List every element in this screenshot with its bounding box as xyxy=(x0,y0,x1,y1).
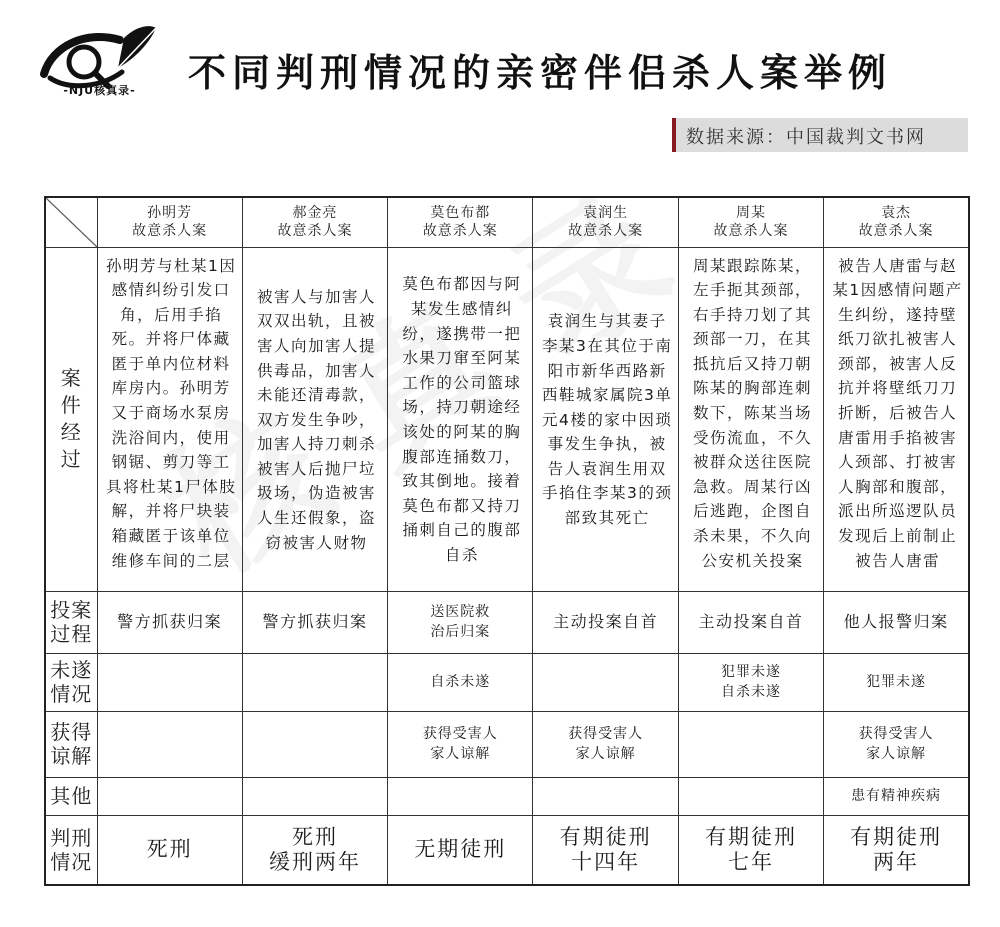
case-name: 莫色布都 xyxy=(430,205,491,222)
row-label-surrender: 投案 过程 xyxy=(45,591,97,653)
forgiveness-cell: 获得受害人 家人谅解 xyxy=(533,711,678,777)
case-crime: 故意杀人案 xyxy=(277,223,353,240)
other-cell xyxy=(242,777,387,815)
forgiveness-cell xyxy=(97,711,242,777)
attempt-cell xyxy=(97,653,242,711)
case-description: 袁润生与其妻子李某3在其位于南阳市新华西路新西鞋城家属院3单元4楼的家中因琐事发生争执，被告人袁润生用双手掐住李某3的颈部致其死亡 xyxy=(533,247,678,591)
surrender-cell: 送医院救 治后归案 xyxy=(388,591,533,653)
verdict-row xyxy=(45,815,969,885)
case-description: 被害人与加害人双双出轨，且被害人向加害人提供毒品，加害人未能还清毒款，双方发生争吵，加害人持刀刺杀被害人后抛尸垃圾场，伪造被害人生还假象，盗窃被害人财物 xyxy=(242,247,387,591)
surrender-cell: 他人报警归案 xyxy=(824,591,969,653)
other-cell xyxy=(678,777,823,815)
row-label-forgiveness: 获得 谅解 xyxy=(45,711,97,777)
other-cell: 患有精神疾病 xyxy=(824,777,969,815)
source-text: 数据来源：中国裁判文书网 xyxy=(686,127,926,148)
attempt-row xyxy=(45,653,969,711)
attempt-cell: 自杀未遂 xyxy=(388,653,533,711)
case-description: 孙明芳与杜某1因感情纠纷引发口角，后用手掐死。并将尸体藏匿于单内位材料库房内。孙明芳又于商场水泵房洗浴间内，使用钢锯、剪刀等工具将杜某1尸体肢解，并将尸块装箱藏匿于该单位维修车间的二层 xyxy=(97,247,242,591)
case-row xyxy=(45,247,969,591)
surrender-row xyxy=(45,591,969,653)
other-cell xyxy=(533,777,678,815)
surrender-cell: 主动投案自首 xyxy=(678,591,823,653)
column-header xyxy=(824,197,969,247)
verdict-cell: 无期徒刑 xyxy=(388,815,533,885)
row-label-attempt: 未遂 情况 xyxy=(45,653,97,711)
other-cell xyxy=(97,777,242,815)
row-label-other: 其他 xyxy=(45,777,97,815)
case-name: 袁润生 xyxy=(583,205,629,222)
attempt-cell: 犯罪未遂 自杀未遂 xyxy=(678,653,823,711)
column-header xyxy=(97,197,242,247)
case-crime: 故意杀人案 xyxy=(422,223,498,240)
verdict-cell: 死刑 缓刑两年 xyxy=(242,815,387,885)
page-title: 不同判刑情况的亲密伴侣杀人案举例 xyxy=(188,51,893,95)
forgiveness-cell: 获得受害人 家人谅解 xyxy=(824,711,969,777)
attempt-cell xyxy=(242,653,387,711)
case-name: 袁杰 xyxy=(881,205,912,222)
case-description: 周某跟踪陈某，左手扼其颈部，右手持刀划了其颈部一刀，在其抵抗后又持刀朝陈某的胸部连刺数下，陈某当场受伤流血，不久被群众送往医院急救。周某行凶后逃跑，企图自杀未果，不久向公安机关投案 xyxy=(678,247,823,591)
case-name: 郝金亮 xyxy=(292,205,338,222)
row-label-verdict: 判刑 情况 xyxy=(45,815,97,885)
surrender-cell: 警方抓获归案 xyxy=(242,591,387,653)
case-crime: 故意杀人案 xyxy=(713,223,789,240)
case-crime: 故意杀人案 xyxy=(858,223,934,240)
surrender-cell: 主动投案自首 xyxy=(533,591,678,653)
forgiveness-cell: 获得受害人 家人谅解 xyxy=(388,711,533,777)
column-header xyxy=(533,197,678,247)
case-description: 莫色布都因与阿某发生感情纠纷，遂携带一把水果刀窜至阿某工作的公司篮球场，持刀朝途经该处的阿某的胸腹部连捅数刀，致其倒地。接着莫色布都又持刀捅刺自己的腹部自杀 xyxy=(388,247,533,591)
case-description: 被告人唐雷与赵某1因感情问题产生纠纷，遂持壁纸刀欲扎被害人颈部，被害人反抗并将壁纸刀刀折断，后被告人唐雷用手掐被害人颈部、打被害人胸部和腹部，派出所巡逻队员发现后上前制止被告人唐雷 xyxy=(824,247,969,591)
row-label-case: 案 件 经 过 xyxy=(45,247,97,591)
cases-table xyxy=(44,196,970,886)
column-header xyxy=(388,197,533,247)
forgiveness-cell xyxy=(678,711,823,777)
verdict-cell: 有期徒刑 十四年 xyxy=(533,815,678,885)
verdict-cell: 有期徒刑 两年 xyxy=(824,815,969,885)
column-header xyxy=(678,197,823,247)
verdict-cell: 死刑 xyxy=(97,815,242,885)
verdict-cell: 有期徒刑 七年 xyxy=(678,815,823,885)
case-crime: 故意杀人案 xyxy=(568,223,644,240)
forgiveness-row xyxy=(45,711,969,777)
other-row xyxy=(45,777,969,815)
case-crime: 故意杀人案 xyxy=(132,223,208,240)
forgiveness-cell xyxy=(242,711,387,777)
other-cell xyxy=(388,777,533,815)
attempt-cell: 犯罪未遂 xyxy=(824,653,969,711)
attempt-cell xyxy=(533,653,678,711)
column-header xyxy=(242,197,387,247)
case-name: 周某 xyxy=(735,205,766,222)
table-header-row xyxy=(45,197,969,247)
case-name: 孙明芳 xyxy=(147,205,193,222)
corner-cell xyxy=(45,197,97,247)
surrender-cell: 警方抓获归案 xyxy=(97,591,242,653)
source-badge xyxy=(672,118,968,152)
logo-text: -NJU核真录- xyxy=(63,84,136,97)
